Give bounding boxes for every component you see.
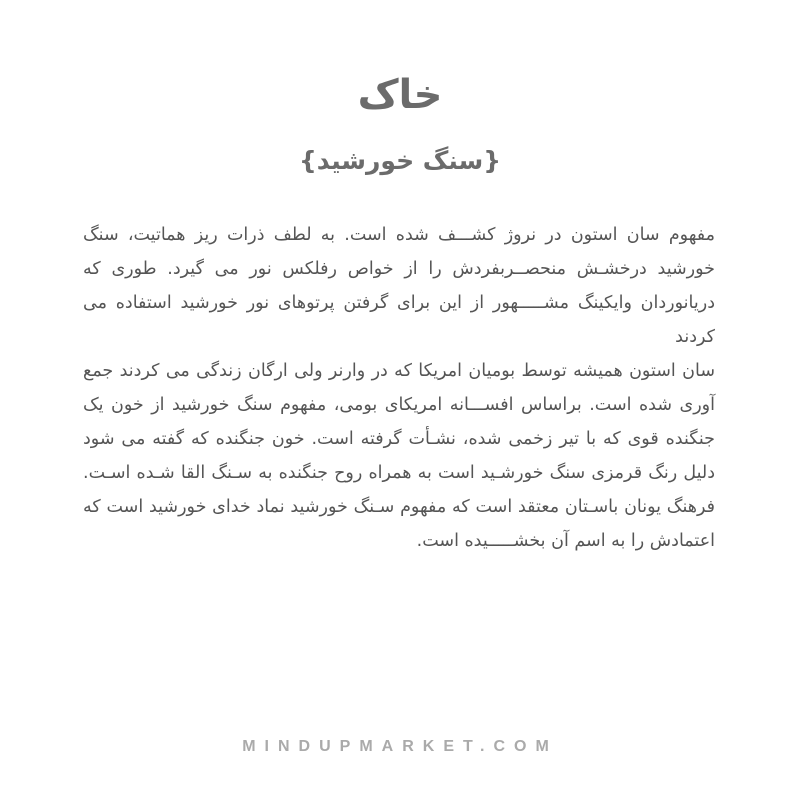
footer-brand: MINDUPMARKET.COM bbox=[242, 738, 558, 755]
article-body bbox=[83, 218, 715, 558]
paragraph-1: مفهوم سان استون در نروژ کشـــف شده است. به لطف ذرات ریز هماتیت، سنگ خورشید درخشـش منحصــربفردش را از خواص رفلکس نور می گیرد. طوری که دریانوردان وایکینگ مشـــــهور از این برای گرفتن پرتوهای نور خورشید استفاده می کردند bbox=[83, 225, 715, 347]
paragraph-2: سان استون همیشه توسط بومیان امریکا که در وارنر ولی ارگان زندگی می کردند جمع آوری شده است. براساس افســـانه امریکای بومی، مفهوم سنگ خورشید از خون یک جنگنده قوی که با تیر زخمی شده، نشـأت گرفته است. خون جنگنده که گفته می شود دلیل رنگ قرمزی سنگ خورشـید است به همراه روح جنگنده به سـنگ القا شـده اسـت. فرهنگ یونان باسـتان معتقد است که مفهوم سـنگ خورشید نماد خدای خورشید است که اعتمادش را به اسم آن بخشـــــیده است. bbox=[83, 361, 715, 551]
page-subtitle: {سنگ خورشید} bbox=[298, 146, 501, 175]
page-title: خاک bbox=[357, 72, 443, 118]
